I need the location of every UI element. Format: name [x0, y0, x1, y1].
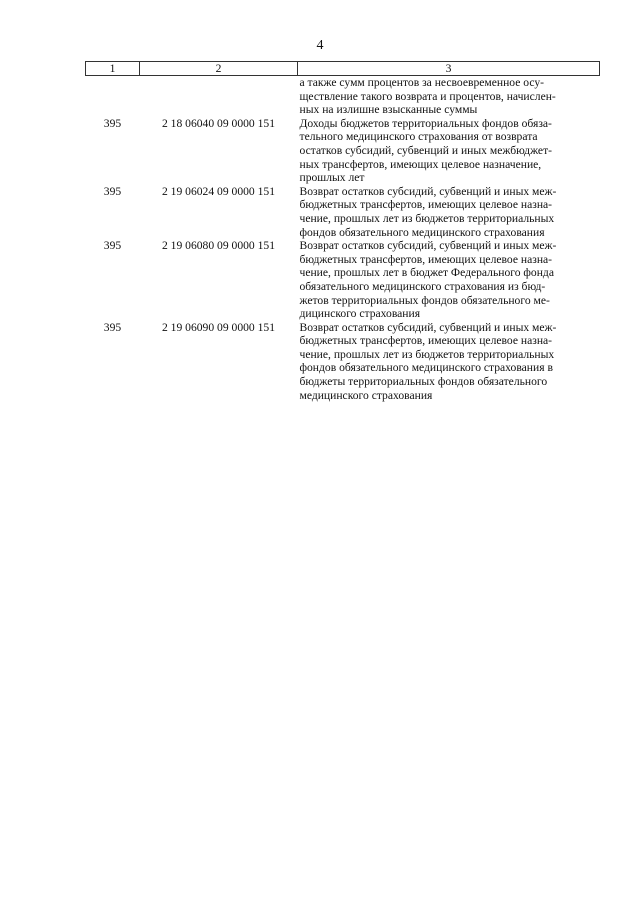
description-line: остатков субсидий, субвенций и иных межбюджет- — [299, 143, 552, 157]
description-line: Возврат остатков субсидий, субвенций и иных меж- — [299, 184, 557, 198]
row-admin-code: 395 — [103, 320, 122, 334]
description-line: прошлых лет — [299, 171, 365, 185]
row-budget-code — [140, 76, 298, 117]
row-budget-code: 2 18 06040 09 0000 151 — [161, 116, 276, 130]
description-line: ных трансфертов, имеющих целевое назначение, — [299, 157, 542, 171]
row-budget-code: 2 19 06024 09 0000 151 — [161, 184, 276, 198]
row-description — [298, 76, 600, 117]
table-header-row — [86, 62, 600, 76]
description-line: дицинского страхования — [299, 307, 421, 321]
row-admin-code: 395 — [103, 184, 122, 198]
description-line: чение, прошлых лет из бюджетов территориальных — [299, 211, 555, 225]
description-line: бюджетных трансфертов, имеющих целевое назна- — [299, 334, 553, 348]
description-line: Возврат остатков субсидий, субвенций и иных меж- — [299, 320, 557, 334]
description-line: ных на излишне взысканные суммы — [299, 103, 478, 117]
description-line: фондов обязательного медицинского страхования в — [299, 361, 553, 375]
table-body — [86, 76, 600, 403]
header-col-1: 1 — [86, 62, 140, 76]
description-line: жетов территориальных фондов обязательного ме- — [299, 293, 550, 307]
document-table — [85, 61, 600, 402]
row-description — [298, 117, 600, 185]
description-line: Доходы бюджетов территориальных фондов обяза- — [299, 116, 552, 130]
description-line: а также сумм процентов за несвоевременное осу- — [299, 76, 544, 89]
description-line: чение, прошлых лет в бюджет Федерального фонда — [299, 266, 554, 280]
row-description — [298, 185, 600, 239]
description-line: бюджетных трансфертов, имеющих целевое назна- — [299, 198, 553, 212]
table-row — [86, 239, 600, 321]
row-description — [298, 239, 600, 321]
row-admin-code: 395 — [103, 239, 122, 253]
table-row — [86, 76, 600, 117]
description-line: ществление такого возврата и процентов, начислен- — [299, 89, 556, 103]
row-budget-code: 2 19 06080 09 0000 151 — [161, 239, 276, 253]
description-line: медицинского страхования — [299, 388, 433, 402]
row-admin-code — [86, 76, 140, 117]
header-col-2: 2 — [140, 62, 298, 76]
table-row — [86, 321, 600, 403]
row-description — [298, 321, 600, 403]
description-line: бюджетных трансфертов, имеющих целевое назна- — [299, 252, 553, 266]
description-line: обязательного медицинского страхования из бюд- — [299, 279, 546, 293]
description-line: тельного медицинского страхования от возврата — [299, 130, 538, 144]
page-number: 4 — [316, 38, 324, 53]
row-admin-code: 395 — [103, 116, 122, 130]
header-col-3: 3 — [298, 62, 600, 76]
description-line: фондов обязательного медицинского страхования — [299, 225, 545, 239]
table-row — [86, 117, 600, 185]
row-budget-code: 2 19 06090 09 0000 151 — [161, 320, 276, 334]
table-row — [86, 185, 600, 239]
description-line: Возврат остатков субсидий, субвенций и иных меж- — [299, 239, 557, 253]
description-line: чение, прошлых лет из бюджетов территориальных — [299, 347, 555, 361]
description-line: бюджеты территориальных фондов обязательного — [299, 375, 548, 389]
